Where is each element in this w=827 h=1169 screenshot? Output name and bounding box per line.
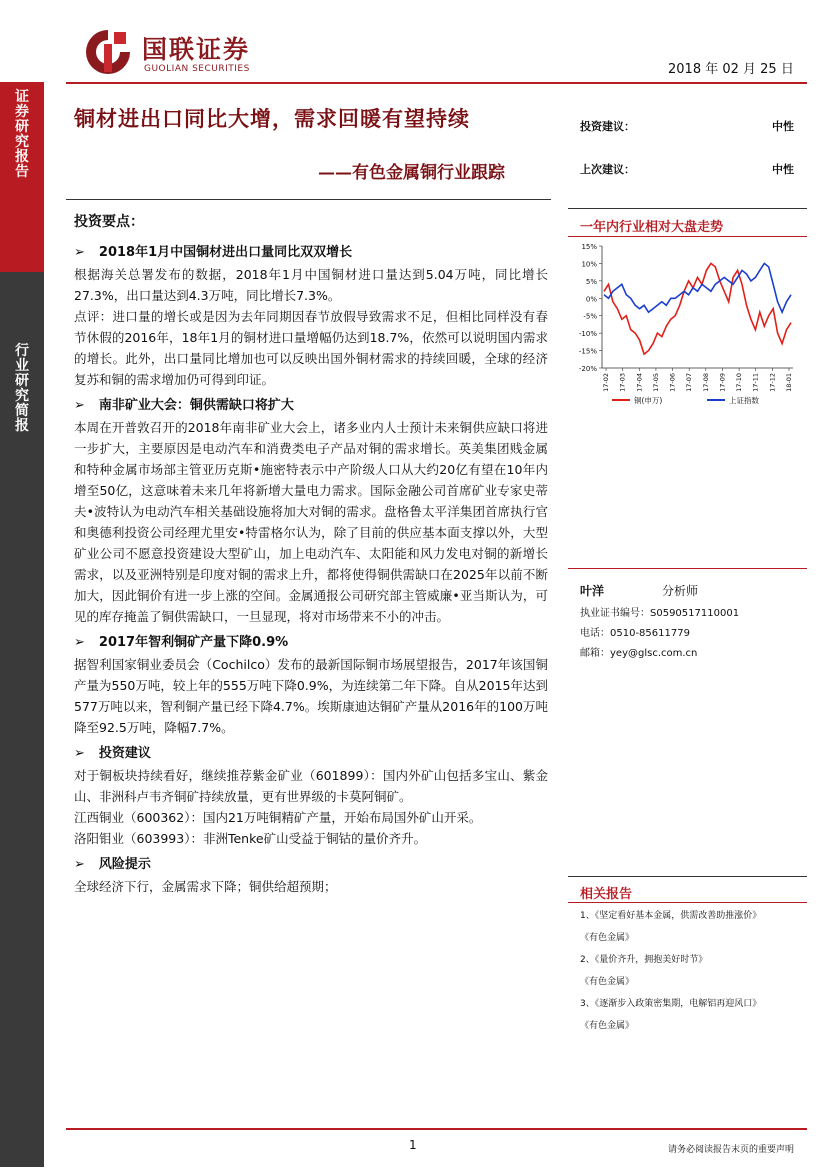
chart-x-tick-label: 17-09	[718, 373, 727, 392]
chart-title-rule	[568, 236, 807, 237]
related-top-rule	[568, 876, 807, 877]
chart-series-line-1	[604, 263, 791, 312]
chart-y-tick-label: 0%	[585, 295, 597, 304]
chart-y-tick-label: 5%	[585, 277, 597, 286]
footer-note: 请务必阅读报告末页的重要声明	[668, 1145, 795, 1155]
email-value[interactable]: yey@glsc.com.cn	[610, 648, 698, 659]
related-title: 相关报告	[580, 887, 633, 902]
paragraph: 全球经济下行，金属需求下降；铜供给超预期；	[74, 879, 337, 894]
chart-title: 一年内行业相对大盘走势	[580, 220, 724, 235]
cert-label: 执业证书编号：	[580, 608, 650, 619]
related-item-tag: 《有色金属》	[580, 1021, 635, 1031]
paragraph: 据智利国家铜业委员会（Cochilco）发布的最新国际铜市场展望报告，2017年该国铜产量为550万吨，较上年的555万吨下降0.9%，为连续第二年下降。自从2015年达到577万吨以来，智利铜产量已经下降4.7%。埃斯康迪达铜矿产量从2016年的100万吨降至92.5万吨，降幅7.7%。	[74, 657, 548, 735]
phone-label: 电话：	[580, 628, 610, 639]
title-rule	[66, 199, 551, 200]
paragraph: 洛阳钼业（603993）：非洲Tenke矿山受益于铜钴的量价齐升。	[74, 831, 427, 846]
page-subtitle: ——有色金属铜行业跟踪	[318, 163, 505, 183]
chart-x-tick-label: 17-12	[768, 373, 777, 392]
chart-x-tick-label: 17-07	[685, 373, 694, 392]
chart-x-tick-label: 17-04	[635, 373, 644, 392]
chart-x-tick-label: 17-03	[618, 373, 627, 392]
cert-value: S0590517110001	[650, 608, 740, 619]
paragraph: 江西铜业（600362）：国内21万吨铜精矿产量，开始布局国外矿山开采。	[74, 810, 482, 825]
bullet-arrow-icon: ➢	[74, 857, 85, 872]
bullet-heading-text: 南非矿业大会：铜供需缺口将扩大	[98, 398, 294, 413]
bullet-heading	[74, 742, 548, 761]
related-item-tag: 《有色金属》	[580, 977, 635, 987]
trend-chart	[568, 240, 807, 410]
analyst-cert	[580, 604, 739, 619]
bullet-heading	[74, 241, 548, 260]
paragraph: 点评：进口量的增长或是因为去年同期因春节放假导致需求不足，但相比同样没有春节休假的2016年，18年1月的铜材进口量增幅仍达到18.7%，依然可以说明国内需求的增长。此外，出口量同比增加也可以反映出国外铜材需求的持续回暖，全球的经济复苏和铜的需求增加仍可得到印证。	[74, 309, 548, 387]
chart-series-line-0	[604, 263, 791, 354]
chart-y-tick-label: -10%	[578, 330, 597, 339]
bullet-heading-text: 2018年1月中国铜材进出口量同比双双增长	[98, 245, 353, 260]
chart-y-tick-label: -20%	[578, 365, 597, 373]
main-content	[74, 207, 548, 897]
logo-text-en: GUOLIAN SECURITIES	[144, 64, 250, 74]
bullet-heading	[74, 394, 548, 413]
bullet-heading	[74, 853, 548, 872]
chart-y-tick-label: 10%	[581, 260, 597, 269]
related-item-tag: 《有色金属》	[580, 933, 635, 943]
rating-current-value: 中性	[772, 120, 794, 133]
sidebar-top-label: 证券研究报告	[15, 89, 29, 180]
related-list	[580, 906, 806, 1031]
chart-x-tick-label: 17-11	[751, 373, 760, 392]
paragraph: 对于铜板块持续看好，继续推荐紫金矿业（601899）：国内外矿山包括多宝山、紫金山、非洲科卢韦齐铜矿持续放量，更有世界级的卡莫阿铜矿。	[74, 768, 548, 804]
sidebar-top-strip	[0, 82, 44, 272]
report-date: 2018 年 02 月 25 日	[668, 62, 794, 77]
chart-x-tick-label: 18-01	[785, 373, 793, 392]
section-title: 投资要点：	[74, 214, 144, 230]
bullet-arrow-icon: ➢	[74, 746, 85, 761]
related-item[interactable]: 2、《量价齐升，拥抱美好时节》	[580, 955, 708, 965]
bullet-heading	[74, 631, 548, 650]
footer-rule	[66, 1128, 807, 1130]
chart-y-tick-label: -5%	[583, 312, 597, 321]
analyst-phone	[580, 624, 690, 639]
page-number: 1	[409, 1138, 417, 1152]
bullet-heading-text: 2017年智利铜矿产量下降0.9%	[98, 635, 289, 650]
chart-x-tick-label: 17-02	[602, 373, 610, 392]
bullet-arrow-icon: ➢	[74, 398, 85, 413]
chart-x-tick-label: 17-05	[651, 373, 660, 392]
analyst-title: 分析师	[662, 584, 699, 598]
analyst-rule	[568, 568, 807, 569]
logo-emblem-icon	[82, 26, 134, 78]
chart-x-tick-label: 17-06	[668, 373, 677, 392]
rating-previous-label: 上次建议：	[580, 163, 635, 176]
analyst-name: 叶洋	[580, 584, 605, 598]
sidebar-bottom-strip	[0, 272, 44, 1167]
chart-legend-label: 上证指数	[729, 396, 759, 405]
email-label: 邮箱：	[580, 648, 610, 659]
bullet-heading-text: 投资建议	[98, 746, 151, 761]
bullet-arrow-icon: ➢	[74, 635, 85, 650]
page-title: 铜材进出口同比大增，需求回暖有望持续	[74, 106, 470, 131]
paragraph: 本周在开普敦召开的2018年南非矿业大会上，诸多业内人士预计未来铜供应缺口将进一步扩大，主要原因是电动汽车和消费类电子产品对铜的需求增长。英美集团贱金属和特种金属市场部主管亚历克斯•施密特表示中产阶级人口从大约20亿有望在10年内增至50亿，这意味着未来几年将新增大量电力需求。国际金融公司首席矿业专家史蒂夫•波特认为电动汽车相关基础设施将加大对铜的需求。盘格鲁太平洋集团首席执行官和奥德利投资公司经理尤里安•特雷格尔认为，除了目前的供应基本面支撑以外，大型矿业公司不愿意投资建设大型矿山，加上电动汽车、太阳能和风力发电对铜的新增长需求，以及亚洲特别是印度对铜的需求上升，都将使得铜供需缺口在2025年以前不断加大，因此铜价有进一步上涨的空间。金属通报公司研究部主管威廉•亚当斯认为，可见的库存掩盖了铜供需缺口，一旦显现，将对市场带来不小的冲击。	[74, 420, 548, 624]
related-item[interactable]: 3、《逐渐步入政策密集期，电解铝再迎风口》	[580, 999, 762, 1009]
analyst-email	[580, 644, 697, 659]
logo-text-cn: 国联证券	[142, 35, 251, 64]
header-rule	[66, 82, 807, 84]
sidebar-bottom-label: 行业研究简报	[15, 343, 29, 434]
chart-top-rule	[568, 208, 807, 209]
chart-x-tick-label: 17-08	[701, 373, 710, 392]
rating-current-label: 投资建议：	[580, 120, 635, 133]
phone-value: 0510-85611779	[610, 628, 690, 639]
rating-previous-value: 中性	[772, 163, 794, 176]
related-item[interactable]: 1、《坚定看好基本金属，供需改善助推涨价》	[580, 911, 762, 921]
chart-x-tick-label: 17-10	[735, 373, 744, 392]
chart-y-tick-label: -15%	[578, 347, 597, 356]
chart-legend-label: 铜(申万)	[634, 396, 663, 405]
bullet-heading-text: 风险提示	[98, 857, 151, 872]
chart-y-tick-label: 15%	[581, 243, 597, 251]
paragraph: 根据海关总署发布的数据，2018年1月中国铜材进口量达到5.04万吨，同比增长27.3%，出口量达到4.3万吨，同比增长7.3%。	[74, 267, 548, 303]
related-title-rule	[568, 902, 807, 903]
bullet-arrow-icon: ➢	[74, 245, 85, 260]
